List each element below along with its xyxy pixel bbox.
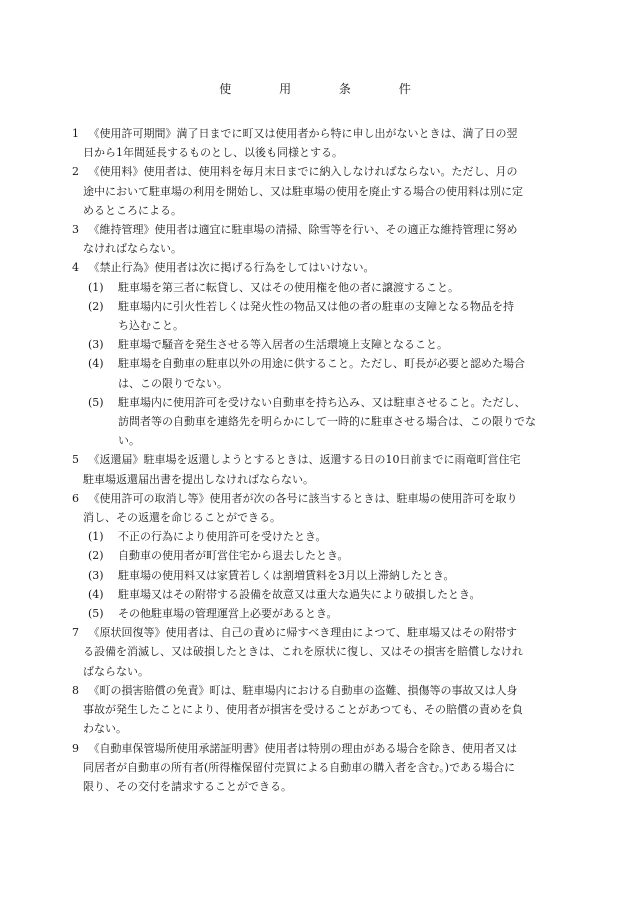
condition-item xyxy=(72,220,564,258)
sub-item-number: (5) xyxy=(88,607,104,621)
sub-item-text xyxy=(107,566,564,585)
text-line: は、この限りでない。 xyxy=(107,376,228,390)
conditions-list xyxy=(72,124,564,796)
text-line: る設備を消滅し、又は破損したときは、これを原状に復し、又はその損害を賠償しなけれ xyxy=(83,645,523,659)
sub-item-text xyxy=(107,354,564,392)
condition-item xyxy=(72,739,564,797)
text-line: 《維持管理》使用者は適宜に駐車場の清掃、除雪等を行い、その適正な維持管理に努め xyxy=(83,223,518,237)
text-line: 《使用料》使用者は、使用料を毎月末日までに納入しなければならない。ただし、月の xyxy=(83,165,518,179)
sub-item-text xyxy=(107,393,564,451)
text-line: 《原状回復等》使用者は、自己の責めに帰すべき理由によつて、駐車場又はその附帯す xyxy=(83,626,518,640)
sub-item xyxy=(72,527,564,546)
text-line: 事故が発生したことにより、使用者が損害を受けることがあつても、その賠償の責めを負 xyxy=(83,703,523,717)
text-line: 途中において駐車場の利用を開始し、又は駐車場の使用を廃止する場合の使用料は別に定 xyxy=(83,184,523,198)
text-line: 《使用許可期間》満了日までに町又は使用者から特に申し出がないときは、満了日の翌 xyxy=(83,127,518,140)
text-line: 駐車場返還届出書を提出しなければならない。 xyxy=(83,472,314,486)
condition-number: 1 xyxy=(72,127,79,140)
text-line: なければならない。 xyxy=(83,242,182,256)
condition-text xyxy=(83,124,564,162)
page-title xyxy=(0,80,630,97)
condition-number: 6 xyxy=(72,491,79,505)
sub-item xyxy=(72,566,564,585)
text-line: 駐車場又はその附帯する設備を故意又は重大な過失により破損したとき。 xyxy=(107,587,481,601)
condition-number: 5 xyxy=(72,453,79,467)
sub-item-text xyxy=(107,546,564,565)
sub-item xyxy=(72,393,564,451)
condition-item xyxy=(72,623,564,681)
text-line: わない。 xyxy=(83,722,127,736)
condition-item xyxy=(72,489,564,527)
text-line: 訪問者等の自動車を連絡先を明らかにして一時的に駐車させる場合は、この限りでな xyxy=(107,415,536,429)
text-line: めるところによる。 xyxy=(83,203,182,217)
text-line: 《自動車保管場所使用承諾証明書》使用者は特別の理由がある場合を除き、使用者又は xyxy=(83,741,518,755)
condition-text xyxy=(83,739,564,797)
text-line: 消し、その返還を命じることができる。 xyxy=(83,511,281,525)
text-line: 《町の損害賠償の免責》町は、駐車場内における自動車の盗難、損傷等の事故又は人身 xyxy=(83,683,518,697)
condition-number: 8 xyxy=(72,683,79,697)
condition-number: 3 xyxy=(72,223,79,237)
sub-item xyxy=(72,604,564,623)
sub-item-number: (2) xyxy=(88,549,104,563)
text-line: 駐車場内に引火性若しくは発火性の物品又は他の者の駐車の支障となる物品を持 xyxy=(107,299,514,313)
sub-item xyxy=(72,297,564,335)
condition-text xyxy=(83,623,564,681)
condition-item xyxy=(72,124,564,162)
text-line: 駐車場を第三者に転貸し、又はその使用権を他の者に譲渡すること。 xyxy=(107,280,459,294)
text-line: 駐車場内に使用許可を受けない自動車を持ち込み、又は駐車させること。ただし、 xyxy=(107,395,526,409)
sub-item-text xyxy=(107,297,564,335)
condition-item xyxy=(72,681,564,739)
text-line: ち込むこと。 xyxy=(107,319,184,333)
sub-item xyxy=(72,278,564,297)
sub-item xyxy=(72,335,564,354)
sub-item xyxy=(72,546,564,565)
sub-item-text xyxy=(107,604,564,623)
text-line: 限り、その交付を請求することができる。 xyxy=(83,779,292,793)
sub-item xyxy=(72,354,564,392)
condition-text xyxy=(83,220,564,258)
sub-item-text xyxy=(107,527,564,546)
text-line: ばならない。 xyxy=(83,664,149,678)
condition-item xyxy=(72,450,564,488)
condition-item xyxy=(72,258,564,277)
text-line: 《返還届》駐車場を返還しようとするときは、返還する日の10日前までに雨竜町営住宅 xyxy=(83,453,521,467)
sub-item-number: (2) xyxy=(88,299,104,313)
text-line: 《使用許可の取消し等》使用者が次の各号に該当するときは、駐車場の使用許可を取り xyxy=(83,491,518,505)
condition-text xyxy=(83,258,564,277)
title-char: 条 xyxy=(338,82,351,96)
condition-number: 9 xyxy=(72,741,79,755)
text-line: 駐車場を自動車の駐車以外の用途に供すること。ただし、町長が必要と認めた場合 xyxy=(107,357,525,371)
title-char: 用 xyxy=(279,82,292,96)
text-line: い。 xyxy=(107,434,140,448)
text-line: 駐車場で騒音を発生させる等入居者の生活環境上支障となること。 xyxy=(107,338,448,352)
sub-item-number: (3) xyxy=(88,338,104,352)
sub-item-text xyxy=(107,335,564,354)
condition-text xyxy=(83,162,564,220)
sub-item-text xyxy=(107,585,564,604)
sub-item-number: (5) xyxy=(88,395,104,409)
text-line: その他駐車場の管理運営上必要があるとき。 xyxy=(107,607,338,621)
condition-item xyxy=(72,162,564,220)
title-char: 件 xyxy=(398,82,411,96)
text-line: 不正の行為により使用許可を受けたとき。 xyxy=(107,530,327,544)
condition-number: 7 xyxy=(72,626,79,640)
sub-item-number: (1) xyxy=(88,280,104,294)
condition-number: 4 xyxy=(72,261,79,275)
sub-item-number: (1) xyxy=(88,530,104,544)
text-line: 駐車場の使用料又は家賃若しくは割増賃料を3月以上滞納したとき。 xyxy=(107,568,455,582)
sub-item xyxy=(72,585,564,604)
text-line: 自動車の使用者が町営住宅から退去したとき。 xyxy=(107,549,349,563)
condition-number: 2 xyxy=(72,165,79,179)
sub-item-number: (4) xyxy=(88,357,104,371)
condition-text xyxy=(83,681,564,739)
sub-item-number: (4) xyxy=(88,587,104,601)
condition-text xyxy=(83,450,564,488)
sub-item-text xyxy=(107,278,564,297)
sub-item-number: (3) xyxy=(88,568,104,582)
condition-text xyxy=(83,489,564,527)
title-char: 使 xyxy=(219,82,232,96)
text-line: 《禁止行為》使用者は次に掲げる行為をしてはいけない。 xyxy=(83,261,375,275)
text-line: 日から1年間延長するものとし、以後も同様とする。 xyxy=(83,146,343,160)
text-line: 同居者が自動車の所有者(所得権保留付売買による自動車の購入者を含む。)である場合に xyxy=(83,760,516,774)
